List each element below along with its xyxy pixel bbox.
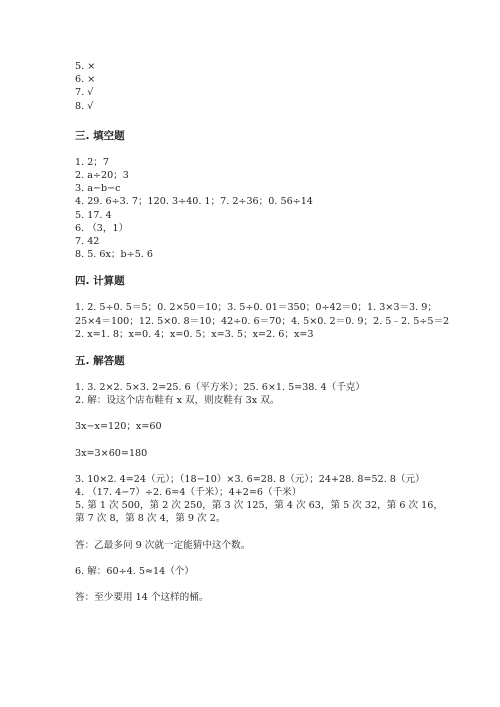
judge-item-5: 5. × [75,61,96,72]
solve-q3: 3. 10×2. 4=24（元）；（18−10）×3. 6=28. 8（元）；24+28. 8=52. 8（元） [75,473,425,485]
fill-item-5: 5. 17. 4 [75,209,112,221]
solve-answer-6: 答：至少要用 14 个这样的桶。 [75,592,209,604]
calc-line-3: 2. x=1. 8；x=0. 4；x=0. 5；x=3. 5；x=2. 6；x=3 [75,328,314,340]
answer-page [75,60,475,604]
solve-q5-line-2: 第 7 次 8，第 8 次 4，第 9 次 2。 [75,513,226,525]
judge-item-8: 8. √ [75,100,94,112]
judge-item-6: 6. × [75,74,96,86]
solve-q1: 1. 3. 2×2. 5×3. 2=25. 6（平方米）；25. 6×1. 5=38. 4（千克） [75,382,365,394]
fill-section-title: 三. 填空题 [75,129,125,142]
solve-equation-1: 3x−x=120；x=60 [75,421,162,433]
fill-item-4: 4. 29. 6÷3. 7；120. 3÷40. 1；7. 2÷36；0. 56÷14 [75,196,313,208]
solve-answers [75,381,475,604]
calc-line-1: 1. 2. 5÷0. 5＝5；0. 2×50＝10；3. 5÷0. 01＝350；0÷42＝0；1. 3×3＝3. 9； [75,302,437,314]
fill-item-3: 3. a−b−c [75,183,121,195]
calc-line-2: 25×4＝100；12. 5×0. 8＝10；42÷0. 6＝70；4. 5×0. 2＝0. 9；2. 5﹣2. 5÷5＝2 [75,315,450,327]
fill-answers [75,156,475,262]
fill-item-8: 8. 5. 6x；b÷5. 6 [75,249,154,261]
solve-q4: 4. （17. 4−7）÷2. 6=4（千米）；4+2=6（千米） [75,487,302,499]
fill-item-7: 7. 42 [75,236,100,248]
calc-answers [75,301,475,341]
fill-item-6: 6. （3，1） [75,222,129,234]
solve-section-title: 五. 解答题 [75,355,125,368]
calc-section-title: 四. 计算题 [75,275,125,288]
solve-q2: 2. 解：设这个店布鞋有 x 双，则皮鞋有 3x 双。 [75,395,280,407]
fill-item-2: 2. a÷20；3 [75,170,129,182]
fill-item-1: 1. 2；7 [75,156,110,168]
judge-item-7: 7. √ [75,87,94,99]
solve-answer-5: 答：乙最多问 9 次就一定能猜中这个数。 [75,539,251,551]
solve-q6: 6. 解：60÷4. 5≈14（个） [75,565,194,577]
solve-equation-2: 3x=3×60=180 [75,447,148,459]
judge-answers [75,60,475,113]
solve-q5-line-1: 5. 第 1 次 500，第 2 次 250，第 3 次 125，第 4 次 63，第 5 次 32，第 6 次 16， [75,500,443,512]
